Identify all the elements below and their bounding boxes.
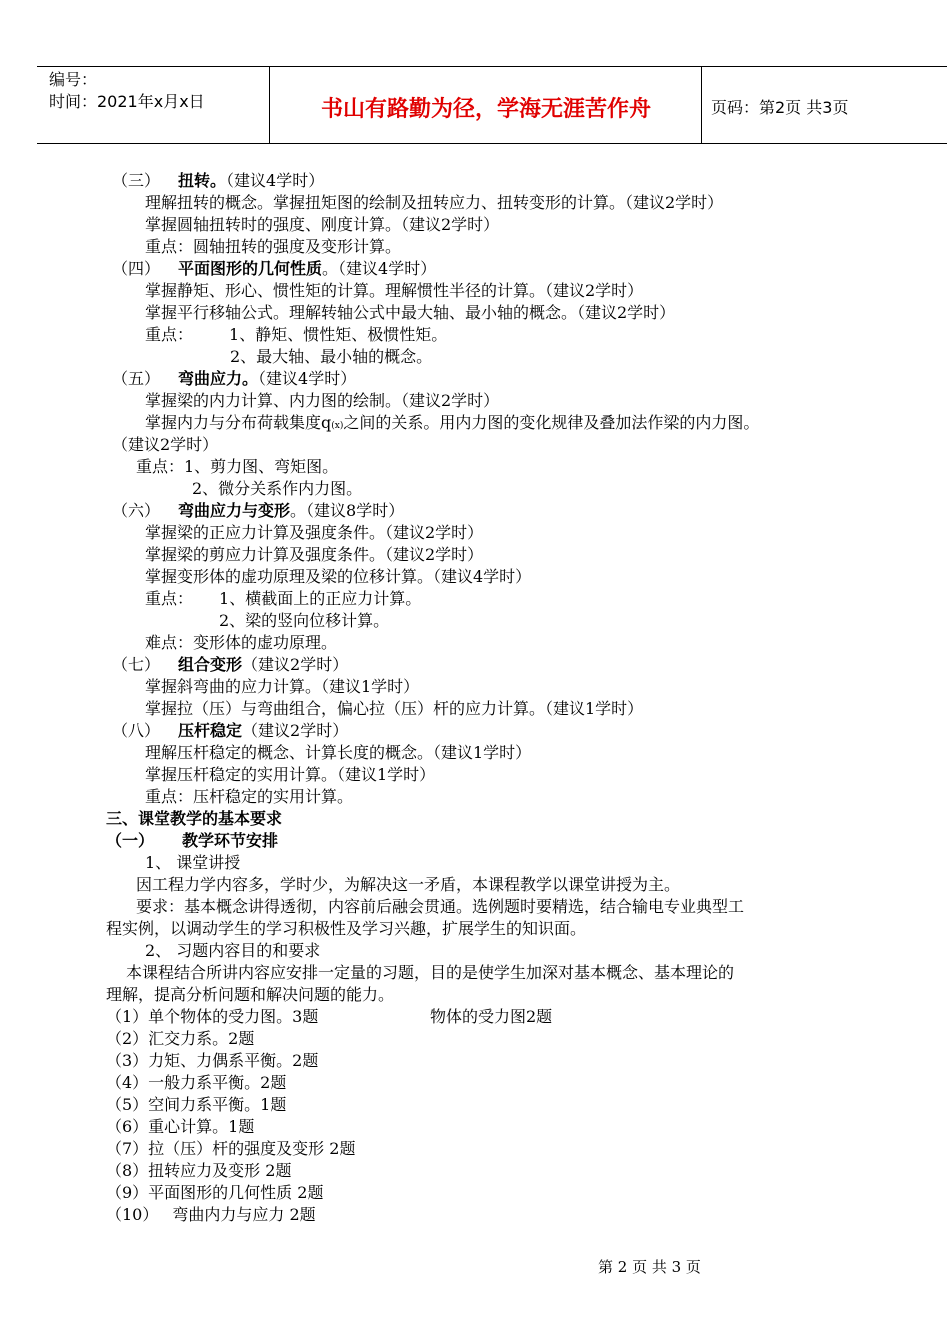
- page-footer: 第 2 页 共 3 页: [598, 1258, 701, 1276]
- list-item: （4）一般力系平衡。2题: [106, 1073, 287, 1092]
- subsection-heading: [106, 830, 278, 852]
- list-number: （10）: [106, 1205, 159, 1224]
- key-points-label: 重点：: [145, 589, 194, 608]
- subsection-title: 教学环节安排: [182, 831, 279, 850]
- section-title: 扭转。: [178, 171, 227, 190]
- header-page-label: 页码：第2页 共3页: [711, 98, 849, 117]
- list-item: （5）空间力系平衡。1题: [106, 1095, 287, 1114]
- list-item: （8）扭转应力及变形 2题: [106, 1161, 292, 1180]
- text-line: 掌握拉（压）与弯曲组合，偏心拉（压）杆的应力计算。（建议1学时）: [145, 699, 644, 718]
- text-line: 重点：压杆稳定的实用计算。: [145, 787, 354, 806]
- section-hours: 。（建议4学时）: [322, 259, 437, 278]
- section-hours: （建议2学时）: [242, 721, 349, 740]
- text-line: 难点：变形体的虚功原理。: [145, 633, 338, 652]
- text-line: 理解压杆稳定的概念、计算长度的概念。（建议1学时）: [145, 743, 532, 762]
- text-line: 掌握变形体的虚功原理及梁的位移计算。（建议4学时）: [145, 567, 532, 586]
- text-line: [145, 412, 759, 437]
- header-divider: [701, 67, 702, 143]
- page-header: [37, 66, 947, 144]
- list-item: （9）平面图形的几何性质 2题: [106, 1183, 324, 1202]
- header-meta: [49, 69, 205, 113]
- key-point: 2、最大轴、最小轴的概念。: [230, 347, 433, 366]
- section-title: 组合变形: [178, 655, 243, 674]
- key-point: 1、横截面上的正应力计算。: [219, 589, 422, 608]
- text-line: 掌握压杆稳定的实用计算。（建议1学时）: [145, 765, 436, 784]
- text-line: 本课程结合所讲内容应安排一定量的习题，目的是使学生加深对基本概念、基本理论的: [126, 963, 735, 982]
- subsection-number: （一）: [106, 831, 155, 850]
- text-line: [145, 324, 447, 346]
- section-number: （六）: [112, 501, 161, 520]
- list-item: 物体的受力图2题: [430, 1007, 553, 1026]
- text-line: 要求：基本概念讲得透彻，内容前后融会贯通。选例题时要精选，结合输电专业典型工: [136, 897, 745, 916]
- text-line: 掌握梁的正应力计算及强度条件。（建议2学时）: [145, 523, 484, 542]
- list-item: （6）重心计算。1题: [106, 1117, 255, 1136]
- section-hours: （建议4学时）: [226, 171, 325, 190]
- section-heading: [112, 654, 348, 676]
- subscript: (x): [331, 421, 344, 431]
- text-line: 重点：圆轴扭转的强度及变形计算。: [145, 237, 402, 256]
- text-line: 掌握平行移轴公式。理解转轴公式中最大轴、最小轴的概念。（建议2学时）: [145, 303, 676, 322]
- text-segment: 掌握内力与分布荷载集度q: [145, 413, 332, 432]
- list-item: （3）力矩、力偶系平衡。2题: [106, 1051, 319, 1070]
- list-item: [106, 1204, 316, 1226]
- section-hours: 。（建议8学时）: [290, 501, 405, 520]
- section-number: （四）: [112, 259, 161, 278]
- section-number: （八）: [112, 721, 161, 740]
- section-hours: （建议4学时）: [258, 369, 357, 388]
- text-line: 重点：1、剪力图、弯矩图。: [136, 457, 339, 476]
- list-item: （1）单个物体的受力图。3题: [106, 1007, 319, 1026]
- key-point: 1、静矩、惯性矩、极惯性矩。: [229, 325, 448, 344]
- header-divider: [269, 67, 270, 143]
- text-line: 掌握梁的剪应力计算及强度条件。（建议2学时）: [145, 545, 484, 564]
- text-line: 掌握静矩、形心、惯性矩的计算。理解惯性半径的计算。（建议2学时）: [145, 281, 644, 300]
- section-title: 弯曲应力与变形: [178, 501, 291, 520]
- section-hours: （建议2学时）: [242, 655, 349, 674]
- key-point: 2、微分关系作内力图。: [192, 479, 363, 498]
- text-line: 掌握斜弯曲的应力计算。（建议1学时）: [145, 677, 420, 696]
- section-heading: [112, 258, 436, 280]
- key-point: 2、梁的竖向位移计算。: [219, 611, 390, 630]
- text-line: [145, 588, 421, 610]
- section-heading: [112, 368, 356, 390]
- section-title: 弯曲应力。: [178, 369, 259, 388]
- text-line: 掌握圆轴扭转时的强度、刚度计算。（建议2学时）: [145, 215, 500, 234]
- document-date-label: 时间：2021年x月x日: [49, 92, 205, 111]
- section-number: （五）: [112, 369, 161, 388]
- text-line: 理解，提高分析问题和解决问题的能力。: [106, 985, 395, 1004]
- list-item: （7）拉（压）杆的强度及变形 2题: [106, 1139, 356, 1158]
- section-heading: [112, 170, 324, 192]
- list-text: 弯曲内力与应力 2题: [172, 1205, 316, 1224]
- section-title: 平面图形的几何性质: [178, 259, 323, 278]
- text-line: （建议2学时）: [112, 435, 219, 454]
- section-heading: [112, 720, 348, 742]
- text-line: 2、 习题内容目的和要求: [145, 941, 321, 960]
- section-number: （三）: [112, 171, 161, 190]
- section-heading: [112, 500, 404, 522]
- text-line: 掌握梁的内力计算、内力图的绘制。（建议2学时）: [145, 391, 500, 410]
- text-line: 1、 课堂讲授: [145, 853, 241, 872]
- text-line: 程实例，以调动学生的学习积极性及学习兴趣，扩展学生的知识面。: [106, 919, 587, 938]
- text-segment: 之间的关系。用内力图的变化规律及叠加法作梁的内力图。: [343, 413, 760, 432]
- section-title: 压杆稳定: [178, 721, 243, 740]
- document-number-label: 编号：: [49, 70, 98, 89]
- header-motto: 书山有路勤为径，学海无涯苦作舟: [320, 97, 651, 122]
- text-line: 因工程力学内容多，学时少，为解决这一矛盾，本课程教学以课堂讲授为主。: [136, 875, 681, 894]
- text-line: 理解扭转的概念。掌握扭矩图的绘制及扭转应力、扭转变形的计算。（建议2学时）: [145, 193, 724, 212]
- key-points-label: 重点：: [145, 325, 194, 344]
- section-number: （七）: [112, 655, 161, 674]
- list-item: （2）汇交力系。2题: [106, 1029, 255, 1048]
- part-heading: 三、课堂教学的基本要求: [106, 809, 283, 828]
